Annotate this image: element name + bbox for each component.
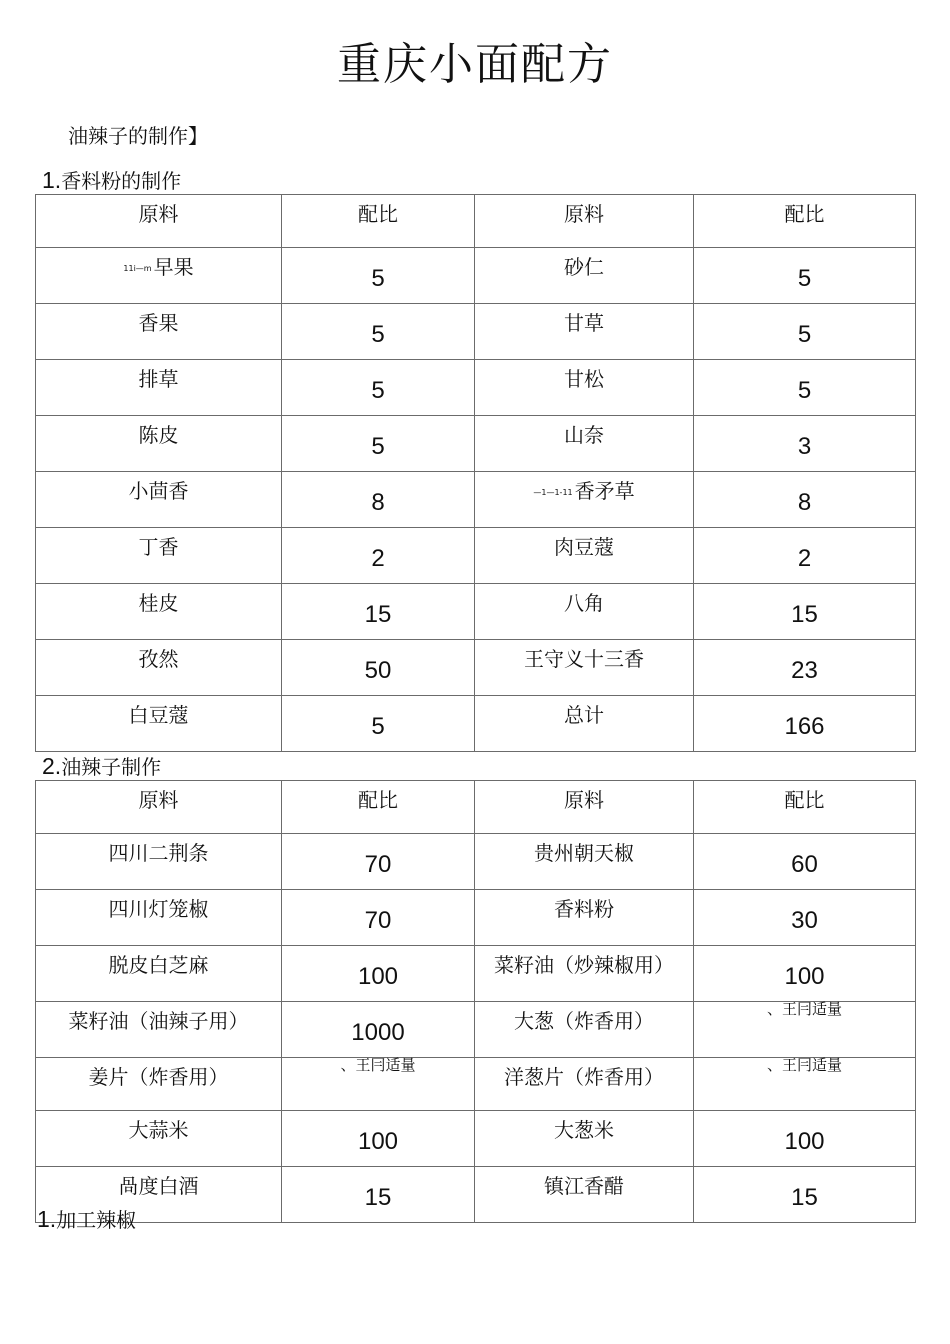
ingredient-cell: 脱皮白芝麻 bbox=[36, 946, 282, 1002]
ratio-cell: 70 bbox=[282, 890, 475, 946]
ingredient-cell: 陈皮 bbox=[36, 416, 282, 472]
header-cell: 原料 bbox=[475, 195, 694, 248]
header-cell: 配比 bbox=[282, 195, 475, 248]
ratio-cell: 5 bbox=[282, 248, 475, 304]
section-heading-process-chili bbox=[37, 1204, 136, 1233]
ratio-cell: 5 bbox=[694, 248, 916, 304]
section-heading-spice-powder bbox=[42, 165, 181, 194]
ingredient-cell: 四川灯笼椒 bbox=[36, 890, 282, 946]
ingredient-cell: 菜籽油（炒辣椒用） bbox=[475, 946, 694, 1002]
table-row bbox=[36, 1002, 916, 1058]
chili-oil-table bbox=[35, 780, 916, 1223]
ingredient-cell: 肉豆蔻 bbox=[475, 528, 694, 584]
ingredient-cell: 咼度白酒 bbox=[36, 1167, 282, 1223]
table-row bbox=[36, 1111, 916, 1167]
header-cell: 配比 bbox=[282, 781, 475, 834]
ingredient-cell: 孜然 bbox=[36, 640, 282, 696]
ingredient-cell: 洋葱片（炸香用） bbox=[475, 1058, 694, 1111]
header-cell: 配比 bbox=[694, 195, 916, 248]
section-heading-chili-oil bbox=[42, 751, 161, 780]
ingredient-cell bbox=[36, 248, 282, 304]
table-row bbox=[36, 640, 916, 696]
ratio-cell: 15 bbox=[282, 584, 475, 640]
ratio-cell: 5 bbox=[282, 696, 475, 752]
section-title: 加工辣椒 bbox=[56, 1208, 137, 1232]
table-row bbox=[36, 890, 916, 946]
ratio-cell: 100 bbox=[282, 1111, 475, 1167]
ratio-cell: 50 bbox=[282, 640, 475, 696]
ingredient-cell: 香果 bbox=[36, 304, 282, 360]
ingredient-cell: 四川二荆条 bbox=[36, 834, 282, 890]
section-title: 香料粉的制作 bbox=[61, 169, 182, 193]
ratio-cell: 2 bbox=[282, 528, 475, 584]
ingredient-cell: 大葱米 bbox=[475, 1111, 694, 1167]
ingredient-cell: 排草 bbox=[36, 360, 282, 416]
header-cell: 原料 bbox=[36, 195, 282, 248]
ratio-cell: 5 bbox=[282, 416, 475, 472]
ingredient-cell: 山奈 bbox=[475, 416, 694, 472]
section-title: 油辣子制作 bbox=[61, 755, 162, 779]
ingredient-cell: 甘草 bbox=[475, 304, 694, 360]
ingredient-cell bbox=[475, 472, 694, 528]
header-cell: 原料 bbox=[36, 781, 282, 834]
ratio-cell: 100 bbox=[694, 946, 916, 1002]
ingredient-name: 早果 bbox=[153, 255, 194, 279]
ratio-cell-note: 、王冃适量 bbox=[694, 1002, 916, 1058]
ratio-cell: 5 bbox=[694, 360, 916, 416]
spice-powder-table bbox=[35, 194, 916, 752]
ingredient-cell: 菜籽油（油辣子用） bbox=[36, 1002, 282, 1058]
table-row bbox=[36, 946, 916, 1002]
ratio-cell: 100 bbox=[282, 946, 475, 1002]
table-row bbox=[36, 584, 916, 640]
ratio-cell: 5 bbox=[694, 304, 916, 360]
table-row bbox=[36, 528, 916, 584]
ingredient-cell: 桂皮 bbox=[36, 584, 282, 640]
ingredient-cell: 贵州朝天椒 bbox=[475, 834, 694, 890]
ratio-cell: 8 bbox=[282, 472, 475, 528]
table-row bbox=[36, 248, 916, 304]
ratio-cell: 30 bbox=[694, 890, 916, 946]
ingredient-cell: 镇江香醋 bbox=[475, 1167, 694, 1223]
ratio-cell: 15 bbox=[694, 584, 916, 640]
ingredient-name: 香矛草 bbox=[574, 479, 635, 503]
ratio-cell-note: 、王冃适量 bbox=[282, 1058, 475, 1111]
section-number: 2. bbox=[42, 753, 62, 779]
ratio-cell: 5 bbox=[282, 304, 475, 360]
ratio-cell: 2 bbox=[694, 528, 916, 584]
total-ratio-cell: 166 bbox=[694, 696, 916, 752]
table-row bbox=[36, 834, 916, 890]
table-row bbox=[36, 416, 916, 472]
ratio-cell: 70 bbox=[282, 834, 475, 890]
page-title: 重庆小面配方 bbox=[337, 39, 613, 90]
ingredient-cell: 白豆蔻 bbox=[36, 696, 282, 752]
ingredient-cell: 大葱（炸香用） bbox=[475, 1002, 694, 1058]
table-row bbox=[36, 1058, 916, 1111]
ratio-cell: 5 bbox=[282, 360, 475, 416]
subtitle: 油辣子的制作】 bbox=[68, 124, 208, 148]
ingredient-cell: 姜片（炸香用） bbox=[36, 1058, 282, 1111]
ingredient-cell: 砂仁 bbox=[475, 248, 694, 304]
table-row bbox=[36, 1167, 916, 1223]
ingredient-cell: 王守义十三香 bbox=[475, 640, 694, 696]
table-row bbox=[36, 472, 916, 528]
section-number: 1. bbox=[42, 167, 62, 193]
ingredient-prefix: 11i—m bbox=[123, 264, 152, 273]
table-row bbox=[36, 696, 916, 752]
ingredient-prefix: —1—1-11 bbox=[533, 488, 573, 497]
ratio-cell: 8 bbox=[694, 472, 916, 528]
ingredient-cell: 甘松 bbox=[475, 360, 694, 416]
ingredient-cell: 大蒜米 bbox=[36, 1111, 282, 1167]
table-header-row bbox=[36, 195, 916, 248]
section-number: 1. bbox=[37, 1206, 57, 1232]
ratio-cell: 60 bbox=[694, 834, 916, 890]
table-row bbox=[36, 304, 916, 360]
ratio-cell: 23 bbox=[694, 640, 916, 696]
header-cell: 配比 bbox=[694, 781, 916, 834]
ingredient-cell: 丁香 bbox=[36, 528, 282, 584]
ingredient-cell: 总计 bbox=[475, 696, 694, 752]
ingredient-cell: 小茴香 bbox=[36, 472, 282, 528]
ratio-cell: 15 bbox=[282, 1167, 475, 1223]
table-row bbox=[36, 360, 916, 416]
ratio-cell: 100 bbox=[694, 1111, 916, 1167]
table-header-row bbox=[36, 781, 916, 834]
header-cell: 原料 bbox=[475, 781, 694, 834]
ratio-cell: 15 bbox=[694, 1167, 916, 1223]
ingredient-cell: 香料粉 bbox=[475, 890, 694, 946]
ratio-cell-note: 、王冃适量 bbox=[694, 1058, 916, 1111]
ratio-cell: 3 bbox=[694, 416, 916, 472]
ingredient-cell: 八角 bbox=[475, 584, 694, 640]
ratio-cell: 1000 bbox=[282, 1002, 475, 1058]
